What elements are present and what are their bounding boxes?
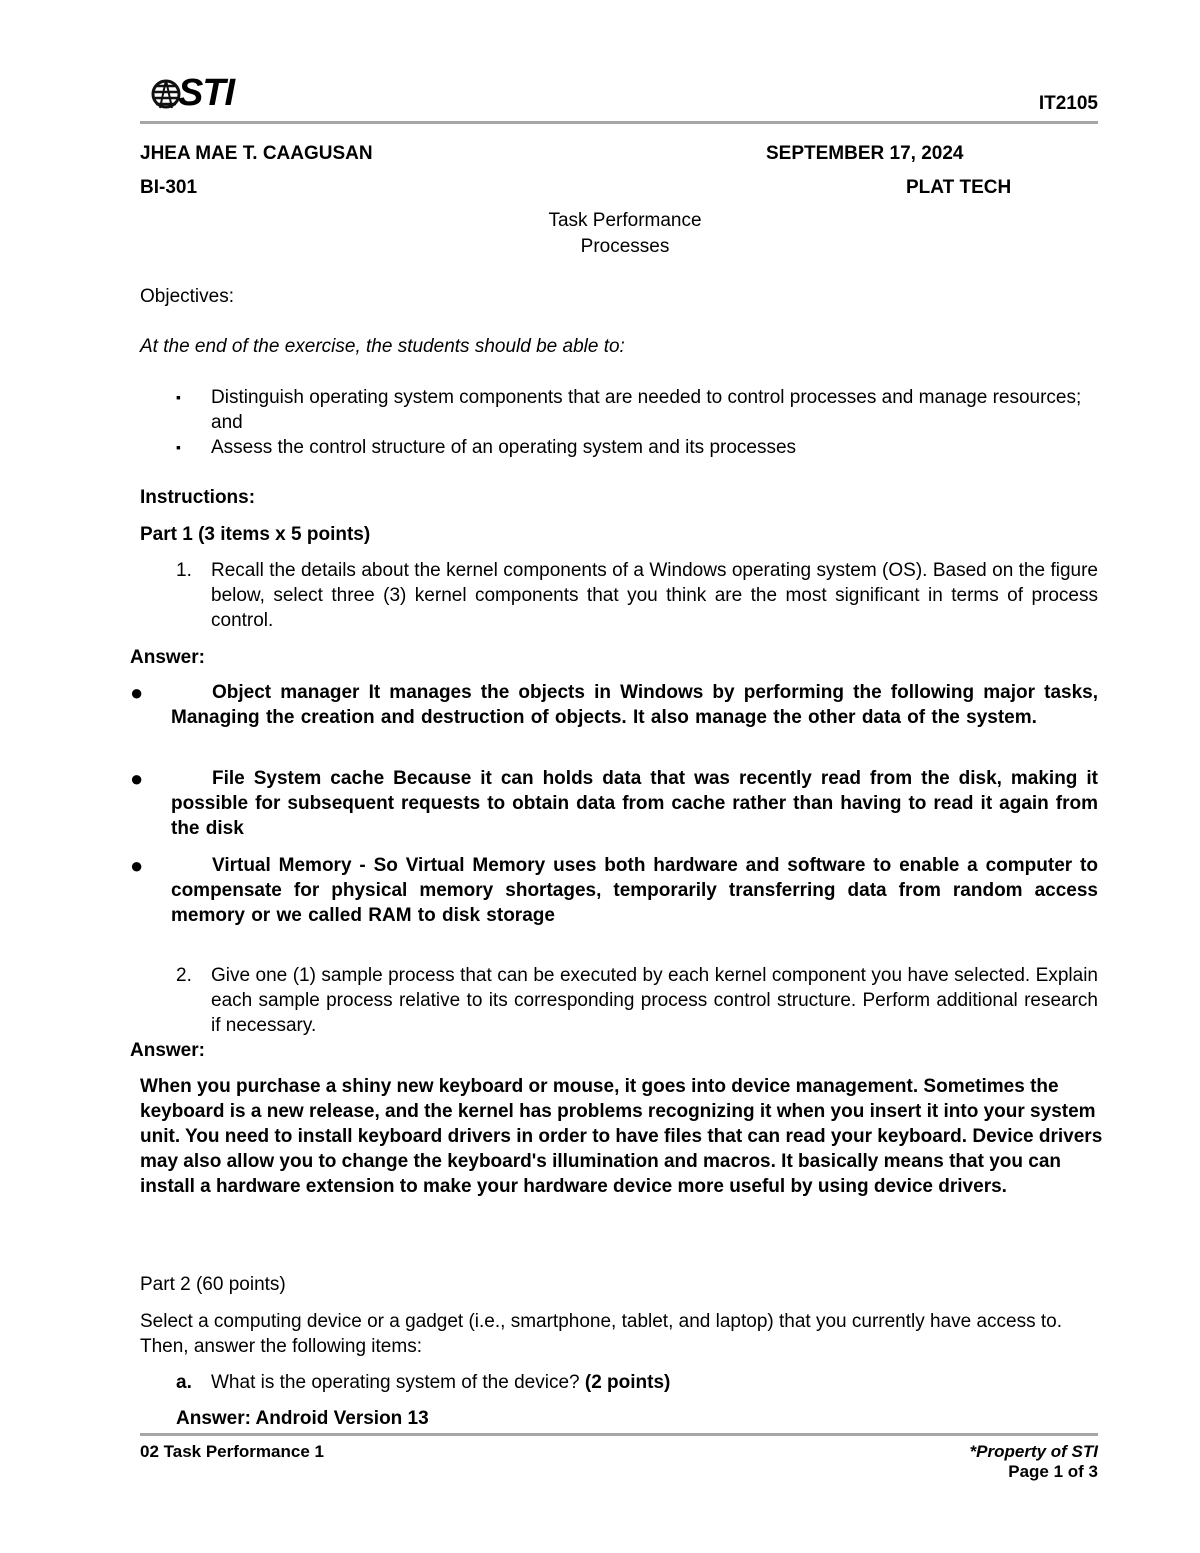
bullet-icon: ● (130, 766, 144, 791)
footer-divider (140, 1433, 1098, 1436)
answer-2-text: When you purchase a shiny new keyboard or mouse, it goes into device management. Sometimes the keyboard is a new release, and the kernel has problems recognizing it when you insert it into your system unit. You need to install keyboard drivers in order to have files that can read your keyboard. Device drivers may also allow you to change the keyboard's illumination and macros. It basically means that you can install a hardware extension to make your hardware device more useful by using device drivers. (140, 1076, 1103, 1197)
footer-left: 02 Task Performance 1 (140, 1442, 324, 1461)
title-line-2: Processes (580, 236, 670, 257)
bullet-icon: ● (130, 680, 144, 705)
question-a: a. What is the operating system of the device? (2 points) (176, 1372, 671, 1393)
square-bullet-icon: ▪ (176, 389, 181, 405)
answer-item: ● Virtual Memory - So Virtual Memory uses both hardware and software to enable a computer to compensate for physical memory shortages, temporarily transferring data from random access memory or we called RAM to disk storage (130, 853, 1098, 926)
course-code: IT2105 (1038, 93, 1098, 114)
answer-item: ● File System cache Because it can holds data that was recently read from the disk, making it possible for subsequent requests to obtain data from cache rather than having to read it again from the disk (130, 766, 1098, 839)
square-bullet-icon: ▪ (176, 439, 181, 455)
question-1: 1. Recall the details about the kernel components of a Windows operating system (OS). Based on the figure below, select three (3) kernel components that you think are the most significant in terms of process control. (176, 560, 1098, 631)
part2-heading: Part 2 (60 points) (140, 1274, 286, 1295)
subject: PLAT TECH (906, 177, 1012, 198)
answer-label-1: Answer: (130, 647, 205, 668)
student-name: JHEA MAE T. CAAGUSAN (140, 143, 373, 164)
objectives-list (176, 385, 1098, 460)
section: BI-301 (140, 177, 198, 198)
header-divider (140, 121, 1098, 124)
list-item: ▪ Assess the control structure of an operating system and its processes (176, 437, 797, 458)
submission-date: SEPTEMBER 17, 2024 (766, 143, 964, 164)
list-item: ▪ Distinguish operating system components that are needed to control processes and manage resources; and (176, 387, 1082, 433)
part1-heading: Part 1 (3 items x 5 points) (140, 524, 371, 545)
sti-logo (150, 72, 240, 116)
objectives-intro: At the end of the exercise, the students should be able to: (140, 336, 625, 357)
title-line-1: Task Performance (548, 210, 702, 231)
objectives-heading: Objectives: (140, 286, 234, 307)
page-number: Page 1 of 3 (1008, 1462, 1098, 1481)
answer-a: Answer: Android Version 13 (176, 1408, 429, 1429)
footer-property: *Property of STI (969, 1442, 1098, 1461)
logo-text: STI (178, 72, 235, 114)
answer-label-2: Answer: (130, 1040, 205, 1061)
question-2: 2. Give one (1) sample process that can be executed by each kernel component you have selected. Explain each sample process relative to its corresponding process control structure. Perform additional research if necessary. (176, 965, 1098, 1036)
bullet-icon: ● (130, 853, 144, 878)
instructions-heading: Instructions: (140, 487, 256, 508)
answer-item: ● Object manager It manages the objects in Windows by performing the following major tasks, Managing the creation and destruction of objects. It also manage the other data of the system. (130, 680, 1098, 728)
part2-intro: Select a computing device or a gadget (i.e., smartphone, tablet, and laptop) that you currently have access to. Then, answer the following items: (140, 1311, 1063, 1357)
